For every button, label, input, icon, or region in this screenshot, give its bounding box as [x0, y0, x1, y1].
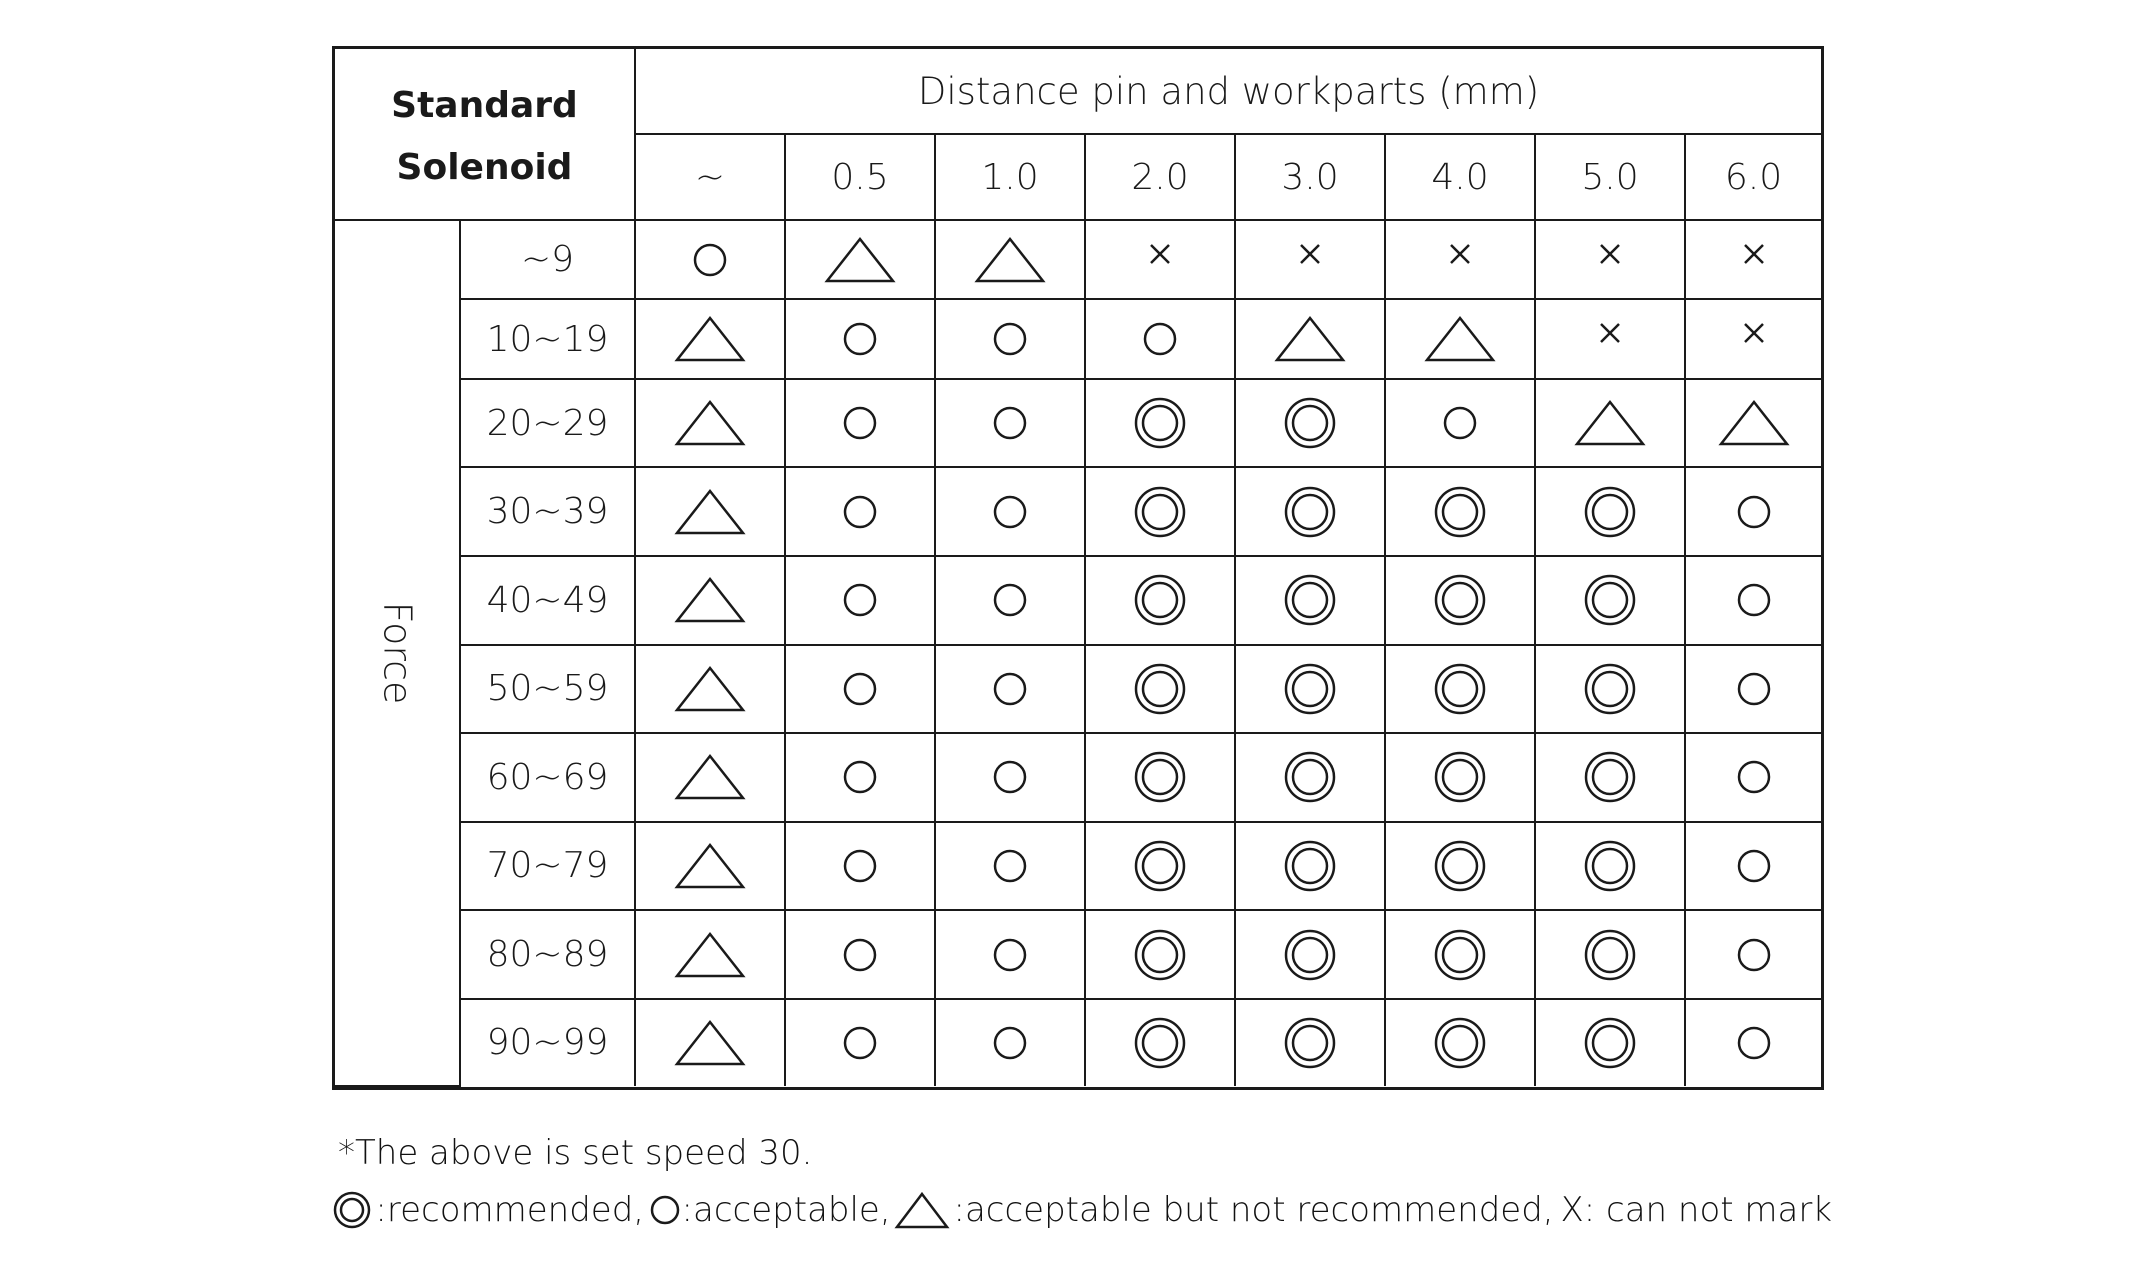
- force-label-text: Force: [375, 601, 419, 705]
- table-row: [335, 467, 1821, 556]
- table-cell: [1685, 556, 1821, 645]
- circle-symbol: [1735, 581, 1773, 619]
- double-circle-symbol: [1432, 749, 1488, 805]
- table-cell: [1685, 733, 1821, 822]
- double-circle-symbol: [1432, 1015, 1488, 1071]
- row-header: 50~59: [460, 645, 635, 734]
- row-header: 40~49: [460, 556, 635, 645]
- column-header: 0.5: [785, 134, 935, 220]
- table-cell: [1385, 999, 1535, 1086]
- double-circle-symbol: [1432, 927, 1488, 983]
- column-header: 5.0: [1535, 134, 1685, 220]
- triangle-symbol: [674, 398, 746, 448]
- table-cell: [935, 999, 1085, 1086]
- row-header: 30~39: [460, 467, 635, 556]
- table-cell: [935, 733, 1085, 822]
- legend-acceptable: :acceptable,: [681, 1190, 891, 1230]
- double-circle-symbol: [1432, 484, 1488, 540]
- table-cell: [1685, 910, 1821, 999]
- table-cell: [1085, 999, 1235, 1086]
- row-header: 70~79: [460, 822, 635, 911]
- table-cell: [1085, 299, 1235, 378]
- circle-symbol: [991, 1024, 1029, 1062]
- footnote: *The above is set speed 30.: [338, 1133, 813, 1173]
- table-row: [335, 556, 1821, 645]
- double-circle-symbol: [1132, 838, 1188, 894]
- table-cell: [1685, 999, 1821, 1086]
- circle-symbol: [1735, 493, 1773, 531]
- circle-symbol: [841, 493, 879, 531]
- table-cell: [1235, 299, 1385, 378]
- double-circle-symbol: [1582, 927, 1638, 983]
- double-circle-symbol: [1132, 395, 1188, 451]
- x-symbol: [1147, 241, 1173, 267]
- double-circle-symbol: [1282, 661, 1338, 717]
- triangle-symbol: [1424, 314, 1496, 364]
- table-cell: [635, 379, 785, 468]
- circle-symbol: [1735, 936, 1773, 974]
- row-header: 80~89: [460, 910, 635, 999]
- circle-symbol: [1441, 404, 1479, 442]
- triangle-symbol: [824, 235, 896, 285]
- circle-symbol: [991, 670, 1029, 708]
- table-cell: [1385, 379, 1535, 468]
- table-cell: [785, 556, 935, 645]
- triangle-symbol: [974, 235, 1046, 285]
- circle-symbol: [841, 936, 879, 974]
- column-header: 4.0: [1385, 134, 1535, 220]
- table-cell: [1385, 467, 1535, 556]
- table-cell: [1235, 910, 1385, 999]
- circle-symbol: [1735, 670, 1773, 708]
- table-cell: [935, 556, 1085, 645]
- triangle-symbol: [674, 752, 746, 802]
- table-row: [335, 379, 1821, 468]
- table-cell: [935, 822, 1085, 911]
- circle-symbol: [991, 758, 1029, 796]
- table-cell: [635, 910, 785, 999]
- row-header: 60~69: [460, 733, 635, 822]
- table-cell: [1385, 822, 1535, 911]
- triangle-symbol: [674, 487, 746, 537]
- table-cell: [1085, 645, 1235, 734]
- table-cell: [785, 379, 935, 468]
- circle-symbol: [991, 847, 1029, 885]
- double-circle-symbol: [1582, 1015, 1638, 1071]
- table-cell: [1535, 220, 1685, 299]
- double-circle-icon: [332, 1190, 372, 1230]
- table-cell: [785, 299, 935, 378]
- table-cell: [635, 645, 785, 734]
- double-circle-symbol: [1582, 572, 1638, 628]
- column-header: 2.0: [1085, 134, 1235, 220]
- table-cell: [1085, 379, 1235, 468]
- table-cell: [785, 999, 935, 1086]
- circle-symbol: [1735, 847, 1773, 885]
- column-header: 1.0: [935, 134, 1085, 220]
- table-cell: [785, 645, 935, 734]
- table-cell: [1235, 999, 1385, 1086]
- table-cell: [1235, 467, 1385, 556]
- table-cell: [1685, 220, 1821, 299]
- triangle-symbol: [674, 1018, 746, 1068]
- table-cell: [635, 733, 785, 822]
- table-cell: [635, 822, 785, 911]
- double-circle-symbol: [1582, 749, 1638, 805]
- circle-symbol: [991, 581, 1029, 619]
- circle-symbol: [841, 581, 879, 619]
- circle-symbol: [991, 320, 1029, 358]
- triangle-symbol: [674, 841, 746, 891]
- circle-symbol: [1735, 1024, 1773, 1062]
- table-cell: [1385, 645, 1535, 734]
- circle-symbol: [1141, 320, 1179, 358]
- table-cell: [1085, 733, 1235, 822]
- table-row: [335, 999, 1821, 1086]
- circle-symbol: [1735, 758, 1773, 796]
- double-circle-symbol: [1132, 749, 1188, 805]
- double-circle-symbol: [1132, 927, 1188, 983]
- table-cell: [635, 999, 785, 1086]
- table-cell: [1535, 645, 1685, 734]
- table-cell: [1535, 299, 1685, 378]
- x-symbol: [1447, 241, 1473, 267]
- column-header: ~: [635, 134, 785, 220]
- table-cell: [1385, 733, 1535, 822]
- table-cell: [1385, 910, 1535, 999]
- table-cell: [785, 467, 935, 556]
- double-circle-symbol: [1132, 572, 1188, 628]
- table-row: [335, 220, 1821, 299]
- double-circle-symbol: [1282, 749, 1338, 805]
- table-cell: [935, 467, 1085, 556]
- x-symbol: [1297, 241, 1323, 267]
- table-grid: [335, 49, 1821, 1087]
- table-cell: [1535, 733, 1685, 822]
- table-cell: [1385, 299, 1535, 378]
- circle-symbol: [841, 1024, 879, 1062]
- table-cell: [1685, 379, 1821, 468]
- double-circle-symbol: [1132, 1015, 1188, 1071]
- row-header: 20~29: [460, 379, 635, 468]
- corner-title-line1: Standard: [391, 85, 578, 126]
- double-circle-symbol: [1282, 395, 1338, 451]
- table-cell: [1085, 910, 1235, 999]
- table-cell: [935, 220, 1085, 299]
- table-cell: [1235, 645, 1385, 734]
- triangle-symbol: [674, 664, 746, 714]
- table-cell: [1235, 220, 1385, 299]
- circle-symbol: [991, 936, 1029, 974]
- table-cell: [1235, 556, 1385, 645]
- table-cell: [785, 220, 935, 299]
- circle-symbol: [841, 320, 879, 358]
- table-cell: [1085, 467, 1235, 556]
- double-circle-symbol: [1432, 838, 1488, 894]
- table-row: [335, 645, 1821, 734]
- legend: [332, 1185, 1832, 1235]
- table-cell: [785, 910, 935, 999]
- legend-recommended: :recommended,: [375, 1190, 645, 1230]
- force-group-label: [335, 220, 460, 1086]
- circle-symbol: [991, 493, 1029, 531]
- table-cell: [1685, 467, 1821, 556]
- table-cell: [635, 299, 785, 378]
- corner-title-line2: Solenoid: [396, 147, 573, 188]
- triangle-icon: [894, 1190, 950, 1230]
- table-cell: [935, 379, 1085, 468]
- double-circle-symbol: [1432, 572, 1488, 628]
- table-row: [335, 733, 1821, 822]
- corner-title: [335, 49, 635, 220]
- double-circle-symbol: [1582, 838, 1638, 894]
- triangle-symbol: [674, 930, 746, 980]
- table-cell: [1535, 822, 1685, 911]
- table-cell: [935, 299, 1085, 378]
- circle-symbol: [841, 847, 879, 885]
- double-circle-symbol: [1132, 661, 1188, 717]
- circle-symbol: [841, 758, 879, 796]
- double-circle-symbol: [1282, 838, 1338, 894]
- table-cell: [935, 645, 1085, 734]
- double-circle-symbol: [1282, 1015, 1338, 1071]
- column-header: 6.0: [1685, 134, 1821, 220]
- table-cell: [1685, 822, 1821, 911]
- triangle-symbol: [674, 575, 746, 625]
- legend-not-recommended: :acceptable but not recommended,: [953, 1190, 1554, 1230]
- x-symbol: [1597, 241, 1623, 267]
- table-cell: [1685, 645, 1821, 734]
- header-row-1: [335, 49, 1821, 134]
- row-header: 90~99: [460, 999, 635, 1086]
- double-circle-symbol: [1282, 927, 1338, 983]
- table-row: [335, 822, 1821, 911]
- table-cell: [1085, 220, 1235, 299]
- double-circle-symbol: [1432, 661, 1488, 717]
- table-row: [335, 910, 1821, 999]
- table-cell: [1535, 910, 1685, 999]
- table-cell: [785, 822, 935, 911]
- table-cell: [635, 220, 785, 299]
- x-symbol: [1597, 320, 1623, 346]
- table-cell: [1385, 556, 1535, 645]
- table-row: [335, 299, 1821, 378]
- table-cell: [1535, 467, 1685, 556]
- distance-header: Distance pin and workparts (mm): [635, 49, 1821, 134]
- table-cell: [785, 733, 935, 822]
- double-circle-symbol: [1132, 484, 1188, 540]
- double-circle-symbol: [1582, 661, 1638, 717]
- table-cell: [635, 556, 785, 645]
- circle-symbol: [991, 404, 1029, 442]
- force-distance-table: [332, 46, 1824, 1090]
- circle-icon: [648, 1193, 682, 1227]
- table-cell: [1535, 379, 1685, 468]
- circle-symbol: [691, 241, 729, 279]
- triangle-symbol: [1718, 398, 1790, 448]
- table-cell: [1235, 379, 1385, 468]
- table-cell: [1535, 999, 1685, 1086]
- table-cell: [635, 467, 785, 556]
- row-header: 10~19: [460, 299, 635, 378]
- table-cell: [935, 910, 1085, 999]
- table-cell: [1085, 822, 1235, 911]
- circle-symbol: [841, 670, 879, 708]
- double-circle-symbol: [1282, 484, 1338, 540]
- column-header: 3.0: [1235, 134, 1385, 220]
- table-cell: [1085, 556, 1235, 645]
- triangle-symbol: [674, 314, 746, 364]
- table-cell: [1235, 733, 1385, 822]
- table-cell: [1385, 220, 1535, 299]
- circle-symbol: [841, 404, 879, 442]
- table-cell: [1235, 822, 1385, 911]
- table-cell: [1535, 556, 1685, 645]
- legend-cannot-mark: X: can not mark: [1560, 1190, 1833, 1230]
- x-symbol: [1741, 241, 1767, 267]
- triangle-symbol: [1274, 314, 1346, 364]
- double-circle-symbol: [1282, 572, 1338, 628]
- table-cell: [1685, 299, 1821, 378]
- x-symbol: [1741, 320, 1767, 346]
- triangle-symbol: [1574, 398, 1646, 448]
- double-circle-symbol: [1582, 484, 1638, 540]
- row-header: ~9: [460, 220, 635, 299]
